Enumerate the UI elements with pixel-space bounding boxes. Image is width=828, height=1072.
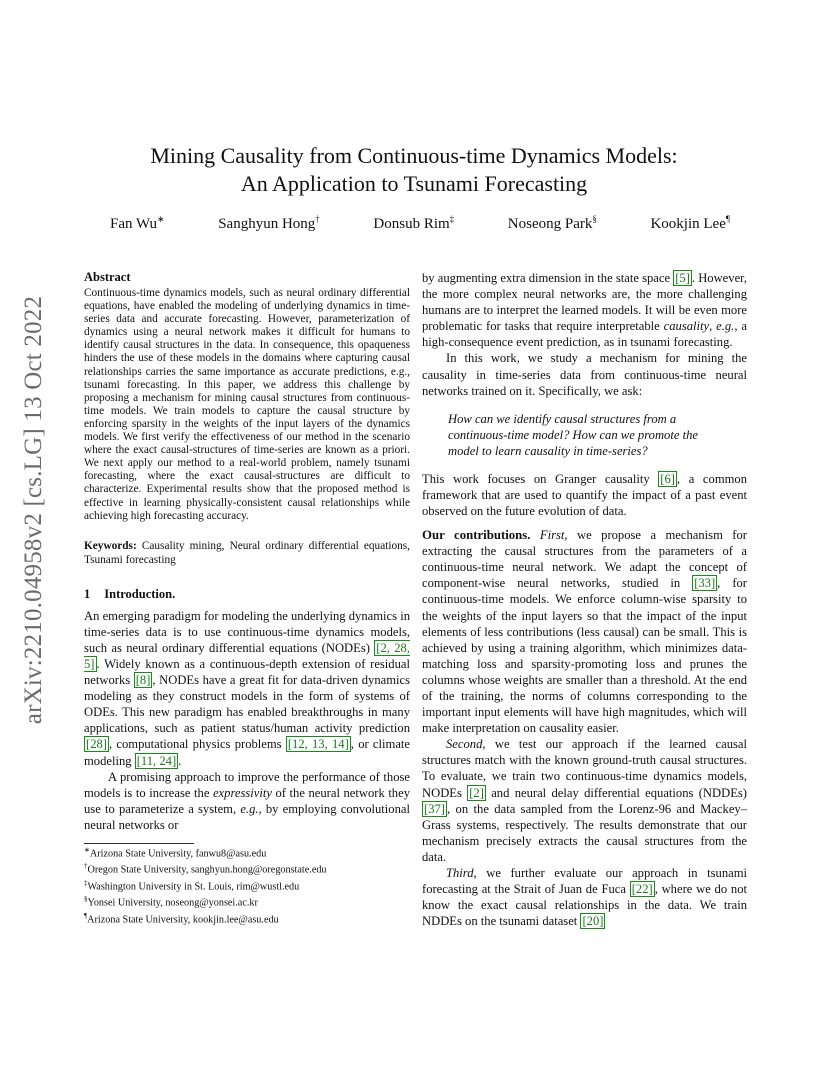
intro-paragraph-1: An emerging paradigm for modeling the underlying dynamics in time-series data is to use continuous-time dynamics models, such as neural ordinary differential equations (NODEs) [2, 28, 5] . Widely known as a continuous-depth extension of residual networks [8] , NODEs have a great fit for data-driven dynamics modeling as they construct models in the form of systems of ODEs. This new paradigm has enabled breakthroughs in many applications, such as patient status/human activity prediction [28] , computational physics problems [12, 13, 14] , or climate modeling [11, 24] .	[84, 608, 410, 768]
second-contribution: Second, we test our approach if the learned causal structures match with the known ground-truth causal structures. To evaluate, we train two continuous-time dynamics models, NODEs [2] and neural delay differential equations (NDDEs) [37] , on the data sampled from the Lorenz-96 and Mackey–Grass systems, respectively. The results demonstrate that our mechanism precisely extracts the causal structures from the data.	[422, 737, 747, 864]
author: Donsub Rim‡	[373, 214, 455, 232]
right-column	[422, 270, 747, 929]
citation-link[interactable]: [11, 24]	[136, 753, 177, 768]
citation-link[interactable]: [28]	[86, 737, 107, 752]
author: Sanghyun Hong†	[218, 214, 320, 232]
citation-link[interactable]: [2]	[469, 785, 484, 800]
footnote: §Yonsei University, noseong@yonsei.ac.kr	[84, 895, 258, 909]
author-list	[110, 214, 730, 233]
third-contribution: Third, we further evaluate our approach in tsunami forecasting at the Strait of Juan de Fuca [22] , where we do not know the exact causal relationships in the data. We train NDDEs on the tsunami dataset [20]	[422, 866, 747, 929]
contributions-heading: Our contributions.	[422, 528, 531, 543]
keywords	[84, 539, 410, 567]
research-question: How can we identify causal structures from a continuous-time model? How can we promote the model to learn causality in time-series?	[448, 411, 698, 458]
intro-paragraph-2: A promising approach to improve the performance of those models is to increase the expressivity of the neural network they use to parameterize a system, e.g., by employing convolutional neural networks or	[84, 769, 410, 832]
citation-link[interactable]: [37]	[424, 801, 445, 816]
right-paragraph-2: In this work, we study a mechanism for mining the causality in time-series data from continuous-time neural networks trained on it. Specifically, we ask:	[422, 351, 747, 398]
title-line-2: An Application to Tsunami Forecasting	[240, 171, 588, 196]
left-column	[84, 270, 410, 926]
citation-link[interactable]: [5]	[675, 271, 690, 285]
footnote: ¶Arizona State University, kookjin.lee@asu.edu	[84, 911, 279, 926]
keywords-label: Keywords:	[84, 539, 137, 552]
arxiv-identifier: arXiv:2210.04958v2 [cs.LG] 13 Oct 2022	[20, 295, 47, 725]
footnote: ∗Arizona State University, fanwu8@asu.edu	[84, 846, 267, 860]
title-line-1: Mining Causality from Continuous-time Dynamics Models:	[150, 143, 678, 168]
keywords-text: Causality mining, Neural ordinary differential equations, Tsunami forecasting	[84, 539, 411, 566]
citation-link[interactable]: [8]	[135, 673, 151, 688]
author: Fan Wu∗	[110, 214, 165, 232]
right-paragraph-3: This work focuses on Granger causality [6] , a common framework that are used to quantify the impact of a past event observed on the future evolution of data.	[422, 471, 748, 518]
abstract-heading: Abstract	[84, 270, 131, 284]
citation-link[interactable]: [2, 28, 5]	[84, 640, 410, 671]
footnotes	[84, 844, 410, 926]
contributions-paragraph: Our contributions. First, we propose a mechanism for extracting the causal structures from the parameters of a continuous-time neural network. We adapt the concept of component-wise neural networks, studied in [33] , for continuous-time models. We enforce column-wise sparsity to the weights of the input layers so that the impact of the input elements of less contributions (less causal) can be small. This is achieved by using a training algorithm, which minimizes data-matching loss and sparsity-promoting loss and prunes the columns whose weights are smaller than a threshold. At the end of the training, the norms of columns corresponding to the important input elements will have high magnitudes, which will make interpretation on causality easier.	[422, 528, 748, 736]
citation-link[interactable]: [6]	[660, 471, 675, 486]
citation-link[interactable]: [33]	[694, 576, 716, 591]
arxiv-sidebar	[18, 290, 50, 730]
paper-title	[100, 142, 728, 198]
author: Kookjin Lee¶	[650, 214, 730, 232]
author: Noseong Park§	[507, 214, 597, 232]
abstract-text: Continuous-time dynamics models, such as neural ordinary differential equations, have enabled the modeling of underlying dynamics in time-series data and accurate forecasting. However, parameterization of dynamics using a neural network makes it difficult for humans to identify causal structures in the data. In consequence, this opaqueness hinders the use of these models in the domains where capturing causal relationships carries the same importance as accurate predictions, e.g., tsunami forecasting. In this paper, we address this challenge by proposing a mechanism for mining causal structures from continuous-time models. We train models to capture the causal structure by enforcing sparsity in the weights of the input layers of the dynamics models. We first verify the effectiveness of our method in the scenario where the exact causal-structures of time-series are known as a priori. We next apply our method to a real-world problem, namely tsunami forecasting, where the exact causal-structures are difficult to characterize. Experimental results show that the proposed method is effective in learning physically-consistent causal relationships while achieving high forecasting accuracy.	[84, 287, 410, 522]
citation-link[interactable]: [22]	[631, 882, 653, 897]
right-paragraph-1: by augmenting extra dimension in the state space [5] . However, the more complex neural networks are, the more challenging humans are to interpret the learned models. It will be even more problematic for tasks that require interpretable causality, e.g., a high-consequence event prediction, as in tsunami forecasting.	[422, 271, 748, 350]
section-heading-introduction: 1 Introduction.	[84, 586, 176, 601]
citation-link[interactable]: [20]	[582, 914, 604, 929]
citation-link[interactable]: [12, 13, 14]	[287, 737, 349, 752]
footnote: ‡Washington University in St. Louis, rim@wustl.edu	[84, 878, 300, 893]
footnote: †Oregon State University, sanghyun.hong@oregonstate.edu	[84, 862, 327, 876]
